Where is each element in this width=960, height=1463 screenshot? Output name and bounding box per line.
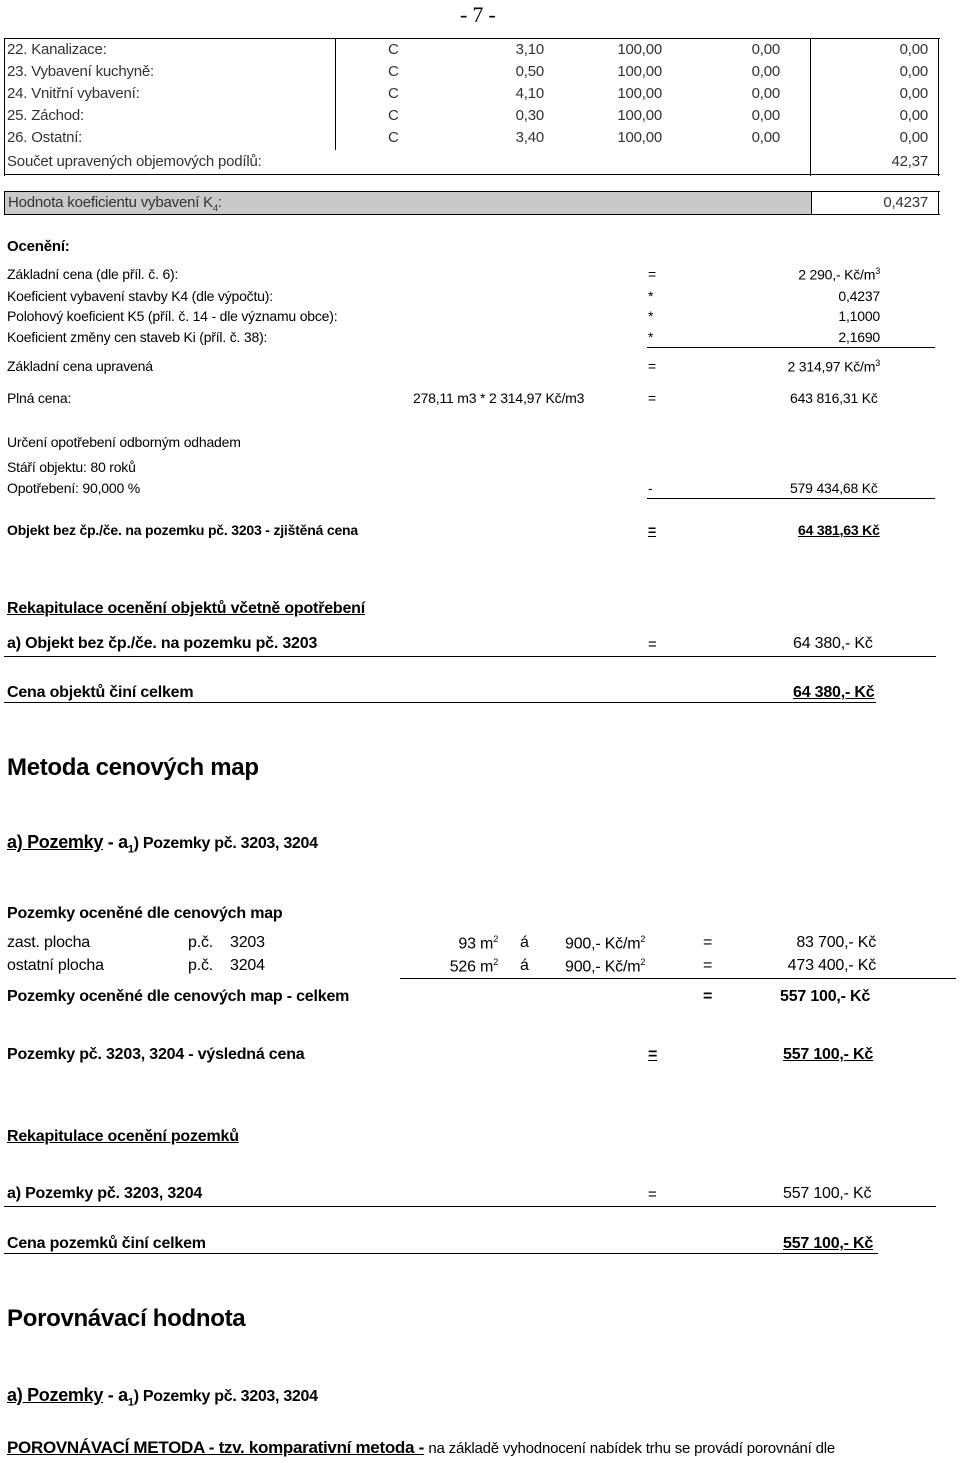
land-cell-op: = <box>703 957 713 974</box>
recap-land-value: 557 100,- Kč <box>783 1185 872 1202</box>
wear-value: 579 434,68 Kč <box>790 480 878 496</box>
land-cell-parcel: 3203 <box>230 934 265 951</box>
map-method-subheading: a) Pozemky - $a_1$) Pozemky pč. 3203, 3204 <box>7 832 318 856</box>
row-cell-v2: 100,00 <box>617 107 662 124</box>
full-price-op: = <box>648 390 656 406</box>
map-method-heading: Metoda cenových map <box>7 754 259 781</box>
row-cell-v3: 0,00 <box>751 107 780 124</box>
wear-heading: Určení opotřebení odborným odhadem <box>7 434 241 450</box>
row-cell-v1: 3,40 <box>515 129 544 146</box>
k4-label: Hodnota koeficientu vybavení $K_4$: <box>8 194 222 213</box>
recap-land-heading: Rekapitulace ocenění pozemků <box>7 1128 239 1145</box>
page-number: - 7 - <box>460 2 496 27</box>
ki-coef-value: 2,1690 <box>838 329 880 345</box>
land-cell-a: á <box>520 957 529 974</box>
row-cell-v1: 0,50 <box>515 63 544 80</box>
land-cell-value: 83 700,- Kč <box>796 934 876 951</box>
wear-label: Opotřebení: 90,000 % <box>7 480 140 496</box>
row-cell-v4: 0,00 <box>899 85 928 102</box>
row-cell-v2: 100,00 <box>617 41 662 58</box>
recap-land-total-value: 557 100,- Kč <box>783 1235 874 1252</box>
map-total-value: 557 100,- Kč <box>780 988 871 1005</box>
land-cell-price: 900,- $Kč/m^2$ <box>565 957 646 976</box>
recap-objects-op: = <box>648 636 657 653</box>
row-cell-cat: C <box>388 63 399 80</box>
land-cell-pc: p.č. <box>188 934 213 951</box>
sum-value: 42,37 <box>891 153 928 170</box>
row-cell-v4: 0,00 <box>899 63 928 80</box>
wear-op: - <box>648 480 653 496</box>
object-age: Stáří objektu: 80 roků <box>7 459 136 475</box>
land-cell-area: 93 $m^2$ <box>458 934 498 953</box>
map-total-op: = <box>703 988 713 1005</box>
comparative-subheading: a) Pozemky - $a_1$) Pozemky pč. 3203, 3204 <box>7 1385 318 1409</box>
full-price-value: 643 816,31 Kč <box>790 390 878 406</box>
map-result-value: 557 100,- Kč <box>783 1046 874 1063</box>
recap-objects-heading: Rekapitulace ocenění objektů včetně opotřebení <box>7 600 366 617</box>
adjusted-price-value: 2 314,97 $Kč/m^3$ <box>787 358 880 375</box>
map-table-heading: Pozemky oceněné dle cenových map <box>7 905 283 922</box>
recap-land-total-label: Cena pozemků činí celkem <box>7 1235 206 1252</box>
row-cell-cat: C <box>388 107 399 124</box>
row-cell-v1: 4,10 <box>515 85 544 102</box>
map-result-label: Pozemky pč. 3203, 3204 - výsledná cena <box>7 1046 305 1063</box>
k5-coef-label: Polohový koeficient K5 (příl. č. 14 - dle významu obce): <box>7 308 338 324</box>
valuation-heading: Ocenění: <box>7 238 70 255</box>
full-price-formula: 278,11 m3 * 2 314,97 Kč/m3 <box>413 390 585 406</box>
row-cell-v4: 0,00 <box>899 129 928 146</box>
row-cell-v3: 0,00 <box>751 85 780 102</box>
row-cell-v4: 0,00 <box>899 107 928 124</box>
land-cell-pc: p.č. <box>188 957 213 974</box>
recap-objects-value: 64 380,- Kč <box>793 635 873 652</box>
base-price-op: = <box>648 266 656 282</box>
map-result-op: = <box>648 1046 658 1063</box>
k4-coef-label: Koeficient vybavení stavby K4 (dle výpočtu): <box>7 288 273 304</box>
row-cell-cat: C <box>388 85 399 102</box>
full-price-label: Plná cena: <box>7 390 72 406</box>
k5-coef-value: 1,1000 <box>838 308 880 324</box>
land-cell-op: = <box>703 934 713 951</box>
row-label: 24. Vnitřní vybavení: <box>7 85 140 102</box>
row-cell-v4: 0,00 <box>899 41 928 58</box>
k4-value: 0,4237 <box>883 194 928 211</box>
row-cell-cat: C <box>388 129 399 146</box>
row-cell-v1: 3,10 <box>515 41 544 58</box>
k4-coef-value: 0,4237 <box>838 288 880 304</box>
land-cell-price: 900,- $Kč/m^2$ <box>565 934 646 953</box>
base-price-label: Základní cena (dle příl. č. 6): <box>7 266 179 282</box>
adjusted-price-label: Základní cena upravená <box>7 358 153 374</box>
row-cell-v3: 0,00 <box>751 63 780 80</box>
comparative-method: POROVNÁVACÍ METODA - tzv. komparativní metoda - na základě vyhodnocení nabídek trhu se provádí porovnání dle <box>7 1438 836 1457</box>
ki-coef-label: Koeficient změny cen staveb Ki (příl. č. 38): <box>7 329 268 345</box>
sum-label: Součet upravených objemových podílů: <box>7 153 262 170</box>
land-cell-value: 473 400,- Kč <box>787 957 876 974</box>
land-cell-parcel: 3204 <box>230 957 265 974</box>
row-label: 23. Vybavení kuchyně: <box>7 63 155 80</box>
row-cell-cat: C <box>388 41 399 58</box>
land-cell-label: zast. plocha <box>7 934 90 951</box>
recap-objects-total-label: Cena objektů činí celkem <box>7 684 194 701</box>
row-label: 26. Ostatní: <box>7 129 83 146</box>
recap-land-op: = <box>648 1186 657 1203</box>
map-total-label: Pozemky oceněné dle cenových map - celkem <box>7 988 350 1005</box>
row-cell-v3: 0,00 <box>751 41 780 58</box>
row-label: 22. Kanalizace: <box>7 41 107 58</box>
row-cell-v2: 100,00 <box>617 85 662 102</box>
row-cell-v1: 0,30 <box>515 107 544 124</box>
recap-land-item: a) Pozemky pč. 3203, 3204 <box>7 1185 203 1202</box>
recap-objects-total-value: 64 380,- Kč <box>793 684 875 701</box>
comparative-heading: Porovnávací hodnota <box>7 1305 246 1332</box>
object-value: 64 381,63 Kč <box>798 522 880 538</box>
row-cell-v2: 100,00 <box>617 129 662 146</box>
k5-coef-op: * <box>648 308 654 324</box>
land-cell-a: á <box>520 934 529 951</box>
base-price-value: 2 290,- $Kč/m^3$ <box>798 266 880 283</box>
k4-coef-op: * <box>648 288 654 304</box>
row-cell-v2: 100,00 <box>617 63 662 80</box>
row-label: 25. Záchod: <box>7 107 85 124</box>
object-op: = <box>648 522 656 538</box>
land-cell-area: 526 $m^2$ <box>449 957 498 976</box>
row-cell-v3: 0,00 <box>751 129 780 146</box>
object-label: Objekt bez čp./če. na pozemku pč. 3203 - zjištěná cena <box>7 522 358 538</box>
adjusted-price-op: = <box>648 358 656 374</box>
land-cell-label: ostatní plocha <box>7 957 104 974</box>
recap-objects-item: a) Objekt bez čp./če. na pozemku pč. 3203 <box>7 635 318 652</box>
ki-coef-op: * <box>648 329 654 345</box>
